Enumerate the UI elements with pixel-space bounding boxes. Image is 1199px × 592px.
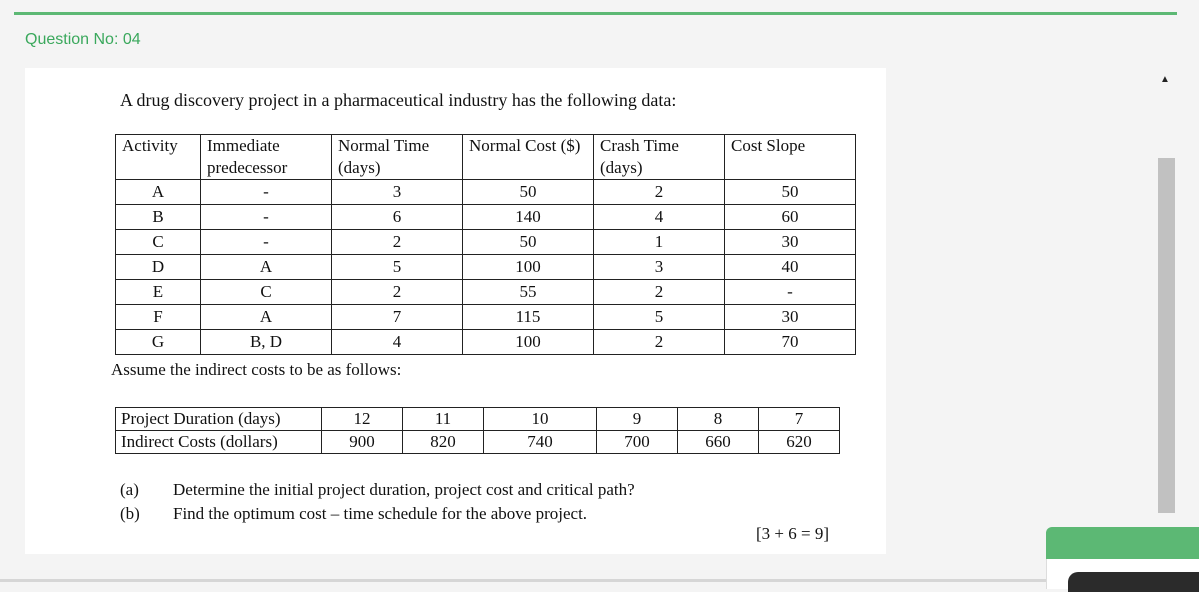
part-label: (b) — [120, 504, 140, 523]
activity-row — [116, 280, 856, 305]
activity-cell: 4 — [332, 330, 463, 355]
activity-row — [116, 305, 856, 330]
camera-preview — [1068, 572, 1199, 592]
activity-cell: - — [201, 205, 332, 230]
activity-row — [116, 205, 856, 230]
part-b — [120, 502, 635, 526]
activity-row — [116, 330, 856, 355]
assume-text: Assume the indirect costs to be as follows: — [111, 360, 402, 379]
duration-label: Project Duration (days) — [116, 408, 322, 431]
indirect-cost-cell: 700 — [597, 431, 678, 454]
activity-cell: 140 — [463, 205, 594, 230]
indirect-cost-cell: 900 — [322, 431, 403, 454]
activity-cell: - — [201, 230, 332, 255]
scroll-up-arrow-icon[interactable]: ▲ — [1160, 74, 1170, 85]
activity-cell: D — [116, 255, 201, 280]
activity-cell: 30 — [725, 230, 856, 255]
header-cost-slope: Cost Slope — [725, 135, 856, 180]
activity-cell: 7 — [332, 305, 463, 330]
activity-cell: E — [116, 280, 201, 305]
activity-cell: 3 — [594, 255, 725, 280]
part-label: (a) — [120, 480, 139, 499]
activity-cell: F — [116, 305, 201, 330]
duration-cell: 11 — [403, 408, 484, 431]
activity-row — [116, 230, 856, 255]
indirect-cost-cell: 660 — [678, 431, 759, 454]
activity-cell: 3 — [332, 180, 463, 205]
duration-row — [116, 408, 840, 431]
activity-cell: 100 — [463, 255, 594, 280]
activity-cell: G — [116, 330, 201, 355]
activity-cell: 2 — [594, 330, 725, 355]
duration-cell: 9 — [597, 408, 678, 431]
duration-cell: 7 — [759, 408, 840, 431]
green-action-tab[interactable] — [1046, 527, 1199, 559]
activity-cell: 70 — [725, 330, 856, 355]
activity-cell: A — [201, 255, 332, 280]
activity-cell: 60 — [725, 205, 856, 230]
part-text: Determine the initial project duration, project cost and critical path? — [173, 480, 635, 499]
activity-cell: 5 — [594, 305, 725, 330]
header-crash-time: Crash Time (days) — [594, 135, 725, 180]
activity-cell: - — [725, 280, 856, 305]
activity-cell: 4 — [594, 205, 725, 230]
activity-cell: 40 — [725, 255, 856, 280]
activity-cell: 50 — [463, 230, 594, 255]
part-a — [120, 478, 635, 502]
activity-cell: 50 — [725, 180, 856, 205]
activity-cell: C — [201, 280, 332, 305]
header-normal-time: Normal Time (days) — [332, 135, 463, 180]
activity-cell: A — [116, 180, 201, 205]
activity-cell: 55 — [463, 280, 594, 305]
activity-cell: B, D — [201, 330, 332, 355]
activity-table — [115, 134, 856, 355]
activity-row — [116, 180, 856, 205]
question-document — [25, 68, 886, 554]
activity-cell: 6 — [332, 205, 463, 230]
duration-cell: 8 — [678, 408, 759, 431]
activity-cell: 5 — [332, 255, 463, 280]
activity-cell: 30 — [725, 305, 856, 330]
activity-cell: 2 — [332, 230, 463, 255]
activity-table-header — [116, 135, 856, 180]
activity-cell: 2 — [332, 280, 463, 305]
indirect-cost-cell: 740 — [484, 431, 597, 454]
activity-cell: - — [201, 180, 332, 205]
indirect-cost-label: Indirect Costs (dollars) — [116, 431, 322, 454]
question-label: Question No: 04 — [25, 31, 141, 48]
activity-cell: C — [116, 230, 201, 255]
indirect-cost-cell: 820 — [403, 431, 484, 454]
activity-row — [116, 255, 856, 280]
activity-cell: 50 — [463, 180, 594, 205]
indirect-cost-cell: 620 — [759, 431, 840, 454]
part-text: Find the optimum cost – time schedule for the above project. — [173, 504, 588, 523]
intro-text: A drug discovery project in a pharmaceutical industry has the following data: — [120, 90, 677, 110]
duration-cell: 10 — [484, 408, 597, 431]
activity-cell: 1 — [594, 230, 725, 255]
header-activity: Activity — [116, 135, 201, 180]
activity-cell: 115 — [463, 305, 594, 330]
question-parts — [120, 478, 635, 526]
header-normal-cost: Normal Cost ($) — [463, 135, 594, 180]
activity-cell: B — [116, 205, 201, 230]
indirect-cost-table — [115, 407, 840, 454]
activity-cell: 2 — [594, 180, 725, 205]
activity-cell: A — [201, 305, 332, 330]
indirect-cost-row — [116, 431, 840, 454]
header-predecessor: Immediate predecessor — [201, 135, 332, 180]
duration-cell: 12 — [322, 408, 403, 431]
activity-cell: 2 — [594, 280, 725, 305]
scrollbar-thumb[interactable] — [1158, 158, 1175, 513]
activity-cell: 100 — [463, 330, 594, 355]
bottom-divider — [0, 579, 1046, 582]
marks-allocation: [3 + 6 = 9] — [756, 524, 829, 543]
top-accent-bar — [14, 12, 1177, 15]
